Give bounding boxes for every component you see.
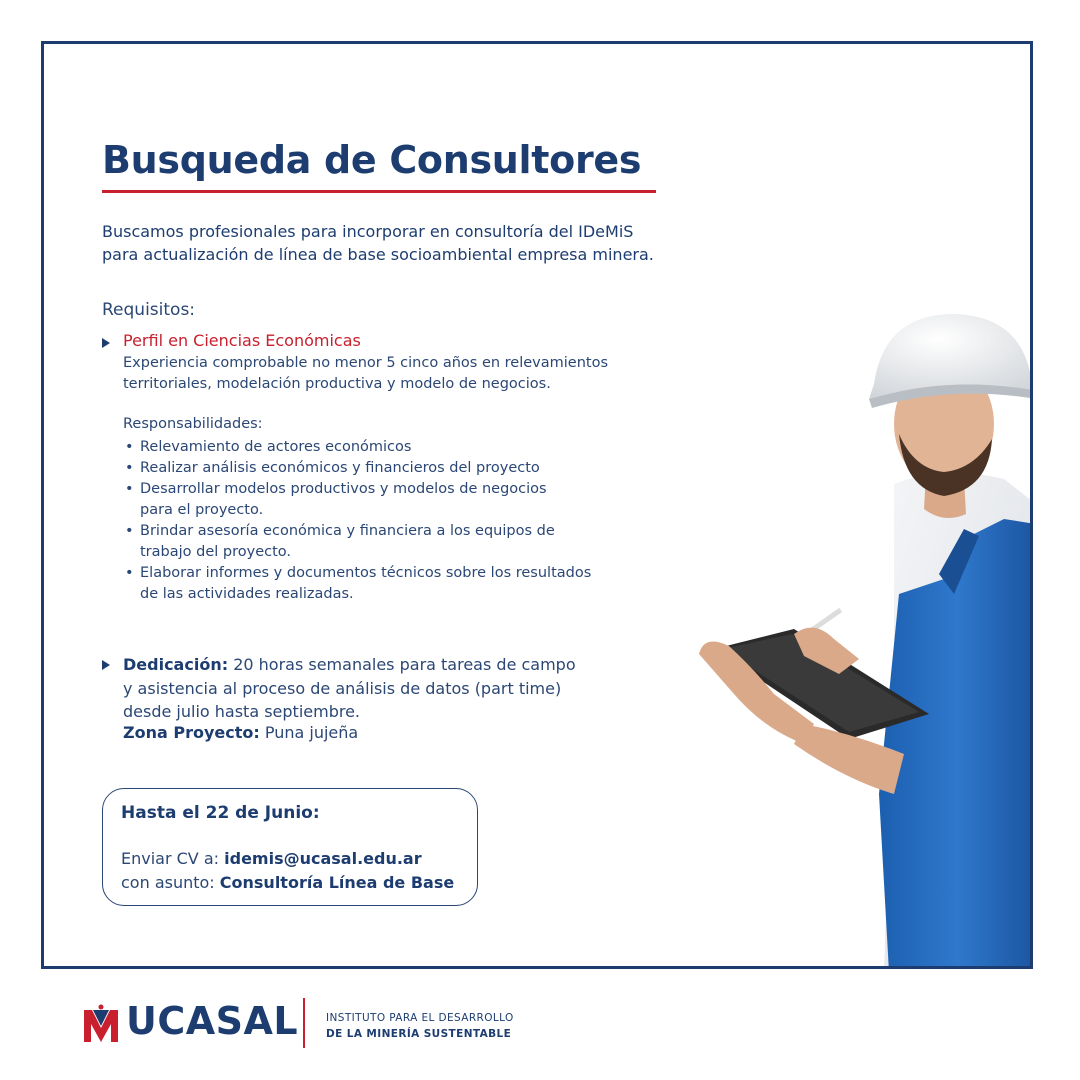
list-item-text-cont: de las actividades realizadas. — [140, 586, 354, 602]
list-item-text: Desarrollar modelos productivos y modelos de negocios — [140, 481, 547, 497]
send-cv-label: Enviar CV a: — [121, 849, 225, 868]
dedication-line-1: 20 horas semanales para tareas de campo — [228, 655, 576, 674]
ucasal-logo-mark-icon — [84, 1004, 118, 1042]
intro-text — [102, 220, 742, 266]
requirements-label: Requisitos: — [102, 300, 196, 320]
dedication-text — [123, 653, 643, 724]
intro-line-2: para actualización de línea de base socioambiental empresa minera. — [102, 245, 654, 264]
list-item-text: Relevamiento de actores económicos — [140, 439, 412, 455]
page-title: Busqueda de Consultores — [102, 138, 642, 182]
deadline-box — [102, 788, 478, 906]
dedication-line-3: desde julio hasta septiembre. — [123, 702, 361, 721]
title-underline — [102, 190, 656, 193]
zone-value: Puna jujeña — [259, 723, 359, 742]
footer-divider — [303, 998, 305, 1048]
list-item-text-cont: para el proyecto. — [140, 502, 264, 518]
triangle-bullet-icon — [102, 660, 110, 670]
responsibilities-label: Responsabilidades: — [123, 416, 263, 432]
zone-label: Zona Proyecto: — [123, 723, 260, 742]
list-item-text-cont: trabajo del proyecto. — [140, 544, 291, 560]
send-cv-line — [121, 849, 422, 868]
worker-photo — [644, 274, 1033, 969]
list-item — [123, 437, 663, 458]
subject-line — [121, 873, 454, 892]
ucasal-logo-text: UCASAL — [126, 999, 299, 1043]
list-item — [123, 458, 663, 479]
responsibilities-list — [123, 437, 663, 605]
deadline-title: Hasta el 22 de Junio: — [121, 803, 320, 823]
list-item-text: Brindar asesoría económica y financiera a los equipos de — [140, 523, 555, 539]
project-zone — [123, 723, 358, 742]
list-item — [123, 563, 663, 605]
profile-desc-line-2: territoriales, modelación productiva y modelo de negocios. — [123, 376, 551, 392]
profile-description — [123, 353, 683, 395]
list-item — [123, 521, 663, 563]
triangle-bullet-icon — [102, 338, 110, 348]
contact-email[interactable]: idemis@ucasal.edu.ar — [224, 849, 422, 868]
list-item-text: Realizar análisis económicos y financieros del proyecto — [140, 460, 540, 476]
subject-value: Consultoría Línea de Base — [219, 873, 455, 892]
dedication-line-2: y asistencia al proceso de análisis de datos (part time) — [123, 678, 562, 698]
dedication-label: Dedicación: — [123, 655, 229, 674]
profile-title: Perfil en Ciencias Económicas — [123, 331, 361, 350]
subject-label: con asunto: — [121, 873, 220, 892]
list-item — [123, 479, 663, 521]
poster-frame — [41, 41, 1033, 969]
institute-line-1: INSTITUTO PARA EL DESARROLLO — [326, 1012, 514, 1024]
intro-line-1: Buscamos profesionales para incorporar en consultoría del IDeMiS — [102, 222, 634, 241]
profile-desc-line-1: Experiencia comprobable no menor 5 cinco años en relevamientos — [123, 355, 609, 371]
list-item-text: Elaborar informes y documentos técnicos sobre los resultados — [140, 565, 592, 581]
institute-line-2: DE LA MINERÍA SUSTENTABLE — [326, 1028, 512, 1040]
